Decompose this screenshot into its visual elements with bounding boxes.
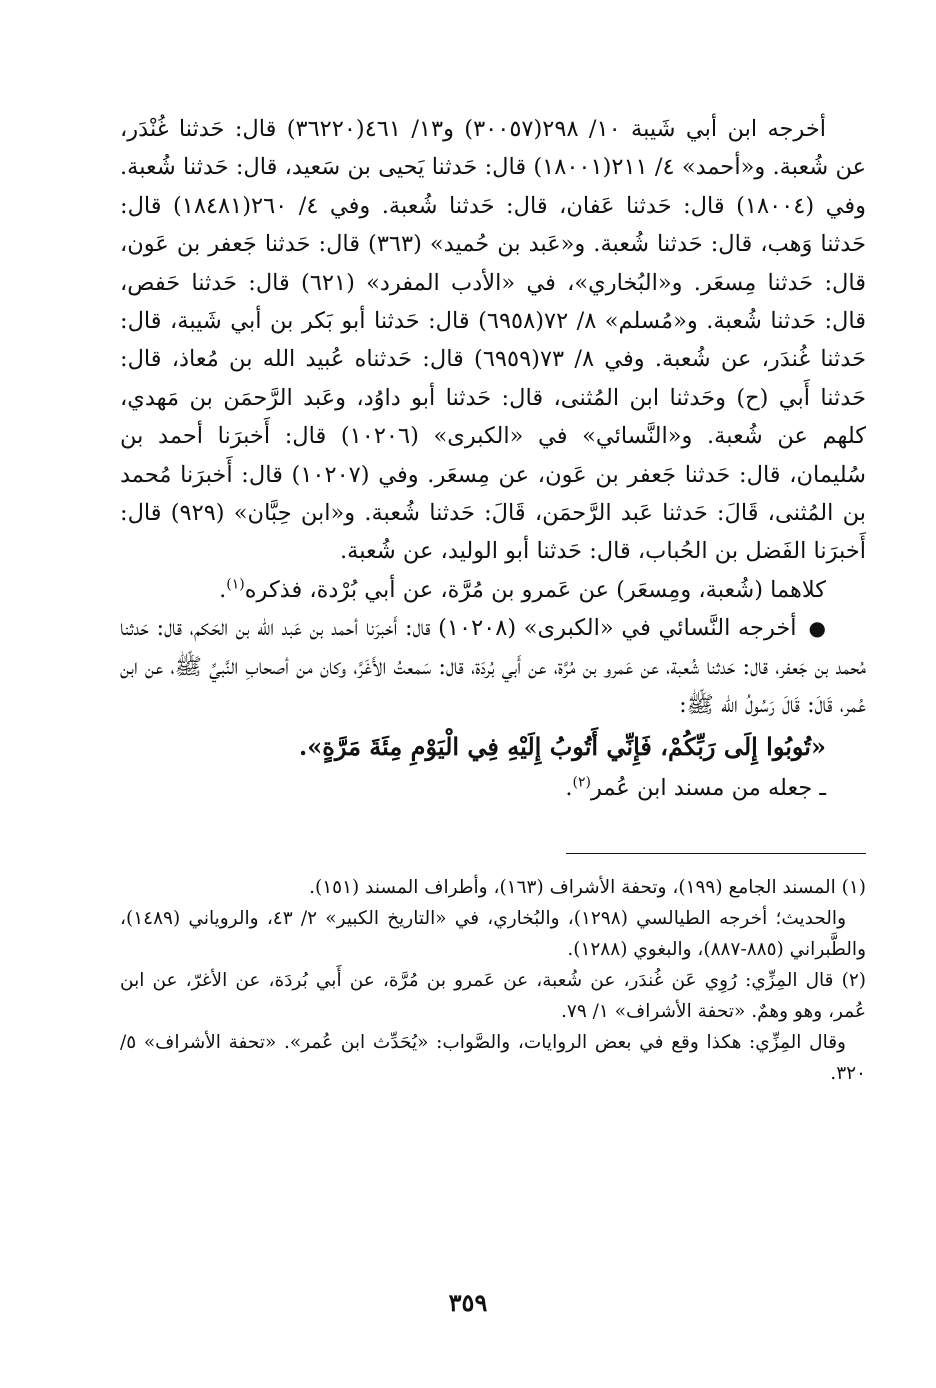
main-text [120, 110, 866, 807]
summary-text: كلاهما (شُعبة، ومِسعَر) عن عَمرو بن مُرَّة، عن أبي بُرْدة، فذكره [244, 576, 826, 603]
musnad-note-text: ـ جعله من مسند ابن عُمر [590, 774, 826, 801]
summary-period: . [219, 576, 227, 603]
footnotes [120, 872, 866, 1089]
musnad-note [120, 769, 866, 807]
footnote-ref-2[interactable]: (٢) [572, 774, 591, 790]
footnote-separator [566, 853, 866, 854]
footnote-ref-1[interactable]: (١) [226, 576, 245, 593]
summary-paragraph [120, 571, 866, 609]
bullet-icon: ● [808, 616, 826, 641]
page-number: ٣٥٩ [448, 1288, 488, 1317]
second-takhrij-paragraph [120, 609, 866, 724]
takhrij-paragraph: أخرجه ابن أبي شَيبة ١٠/ ٢٩٨(٣٠٠٥٧) و١٣/ ٤٦١(٣٦٢٢٠) قال: حَدثنا غُنْدَر، عن شُعبة. و«أحمد» ٤/ ٢١١(١٨٠٠١) قال: حَدثنا يَحيى بن سَعيد، قال: حَدثنا شُعبة. وفي (١٨٠٠٤) قال: حَدثنا عَفان، قال: حَدثنا شُعبة. وفي ٤/ ٢٦٠(١٨٤٨١) قال: حَدثنا وَهب، قال: حَدثنا شُعبة. و«عَبد بن حُميد» (٣٦٣) قال: حَدثنا جَعفر بن عَون، قال: حَدثنا مِسعَر. و«البُخاري»، في «الأدب المفرد» (٦٢١) قال: حَدثنا حَفص، قال: حَدثنا شُعبة. و«مُسلم» ٨/ ٧٢(٦٩٥٨) قال: حَدثنا أبو بَكر بن أبي شَيبة، قال: حَدثنا غُندَر، عن شُعبة. وفي ٨/ ٧٣(٦٩٥٩) قال: حَدثناه عُبيد الله بن مُعاذ، قال: حَدثنا أَبي (ح) وحَدثنا ابن المُثنى، قال: حَدثنا أبو داوُد، وعَبد الرَّحمَن بن مَهدي، كلهم عن شُعبة. و«النَّسائي» في «الكبرى» (١٠٢٠٦) قال: أَخبرَنا أحمد بن سُليمان، قال: حَدثنا جَعفر بن عَون، عن مِسعَر. وفي (١٠٢٠٧) قال: أَخبرَنا مُحمد بن المُثنى، قَالَ: حَدثنا عَبد الرَّحمَن، قَالَ: حَدثنا شُعبة. و«ابن حِبَّان» (٩٢٩) قال: أَخبرَنا الفَضل بن الحُباب، قال: حَدثنا أبو الوليد، عن شُعبة. [120, 116, 867, 565]
second-takhrij-text: أخرجه النَّسائي في «الكبرى» (١٠٢٠٨) قال: أَخبرَنا أحمد بن عَبد الله بن الحَكم، قال: حَدثنا مُحمد بن جَعفر، قال: حَدثنا شُعبة، عن عَمرو بن مُرَّة، عن أَبي بُردَة، قال: سَمعتُ الأَغَرَّ، وكان من أصحابِ النَّبيِّ ﷺ، عن ابن عُمر، قَالَ: قَالَ رَسُولُ الله ﷺ: [120, 615, 866, 719]
footnote-2: (٢) قال المِزِّي: رُوِي عَن غُندَر، عن شُعبة، عن عَمرو بن مُرَّة، عن أَبي بُردَة، عن الأغرّ، عن ابن عُمر، وهو وهمٌ. «تحفة الأشراف» ١/ ٧٩. [120, 969, 866, 1022]
footnote-1-continuation: والحديث؛ أخرجه الطيالسي (١٢٩٨)، والبُخاري، في «التاريخ الكبير» ٢/ ٤٣، والروياني (١٤٨٩)، والطَّبراني (٨٨٥-٨٨٧)، والبغوي (١٢٨٨). [120, 907, 866, 960]
hadith-text: «تُوبُوا إِلَى رَبِّكُمْ، فَإِنِّي أَتُوبُ إِلَيْهِ فِي الْيَوْمِ مِئَةَ مَرَّةٍ». [298, 731, 826, 761]
footnote-2-continuation: وقال المِزِّي: هكذا وقع في بعض الروايات، والصَّواب: «يُحَدِّث ابن عُمر». «تحفة الأشراف» ٥/ ٣٢٠. [120, 1031, 866, 1084]
musnad-note-period: . [565, 774, 573, 801]
book-page [120, 110, 866, 1388]
footnote-1: (١) المسند الجامع (١٩٩)، وتحفة الأشراف (١٦٣)، وأطراف المسند (١٥١). [309, 876, 866, 898]
